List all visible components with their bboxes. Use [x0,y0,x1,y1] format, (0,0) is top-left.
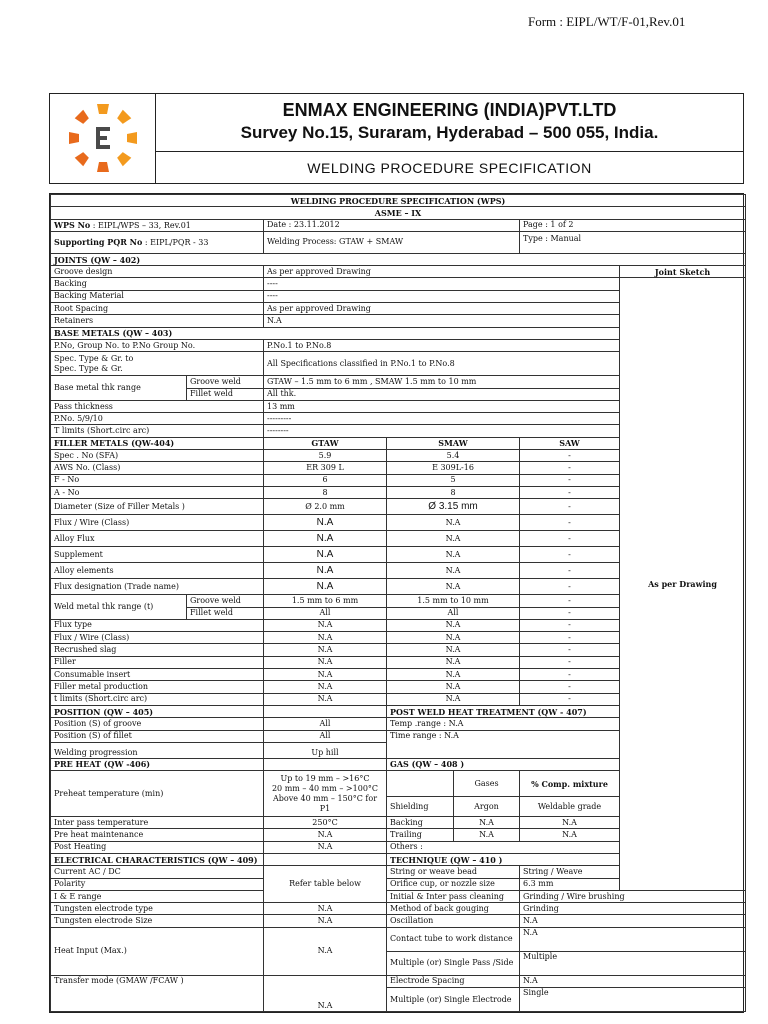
position-label: Position (S) of fillet [51,730,264,742]
preheat-value: N.A [264,829,387,841]
base-metal-label: P.No. 5/9/10 [51,413,264,425]
gas-gases: Argon [454,797,520,817]
preheat-heading: PRE HEAT (QW -406) [51,758,264,770]
groove-weld-value: GTAW – 1.5 mm to 6 mm , SMAW 1.5 mm to 10 mm [264,376,620,388]
filler-saw: - [520,515,620,531]
technique-heading: TECHNIQUE (QW – 410 ) [387,853,746,865]
filler-row-label: Filler [51,656,264,668]
wps-page: Page : 1 of 2 [520,219,746,231]
preheat-temp-value: Up to 19 mm – >16°C 20 mm – 40 mm – >100°C Above 40 mm – 150°C for P1 [264,771,387,817]
pwht-time-range: Time range : N.A [387,730,620,758]
filler-smaw: N.A [387,515,520,531]
filler-gtaw: Ø 2.0 mm [264,499,387,515]
filler-col-gtaw: GTAW [264,437,387,449]
preheat-heading-blank [264,758,387,770]
gas-col-mixture: % Comp. mixture [520,771,620,797]
filler-row-label: F - No [51,474,264,486]
filler-smaw: 8 [387,486,520,498]
wps-title: WELDING PROCEDURE SPECIFICATION (WPS) [51,195,746,207]
joint-row-label: Root Spacing [51,303,264,315]
preheat-temp-label: Preheat temperature (min) [51,771,264,817]
filler-saw: - [520,462,620,474]
filler-row-label: Flux type [51,619,264,631]
technique-label: String or weave bead [387,866,520,878]
supporting-pqr: Supporting PQR No : EIPL/PQR - 33 [51,231,264,253]
base-metal-thk-label: Base metal thk range [51,376,187,401]
filler-smaw: N.A [387,681,520,693]
gas-heading: GAS (QW – 408 ) [387,758,620,770]
gas-header-blank [387,771,454,797]
electrical-label: Tungsten electrode Size [51,915,264,927]
filler-gtaw: N.A [264,579,387,595]
filler-gtaw: 8 [264,486,387,498]
filler-smaw: N.A [387,669,520,681]
joint-row-label: Groove design [51,266,264,278]
filler-row-label: Spec . No (SFA) [51,450,264,462]
base-metal-value: 13 mm [264,400,620,412]
filler-smaw: N.A [387,619,520,631]
filler-row-label: Alloy elements [51,563,264,579]
filler-gtaw: N.A [264,619,387,631]
welding-process: Welding Process: GTAW + SMAW [264,231,520,253]
electrical-label: Current AC / DC [51,866,264,878]
filler-smaw: N.A [387,632,520,644]
transfer-mode-label: Transfer mode (GMAW /FCAW ) [51,975,264,1011]
filler-saw: - [520,632,620,644]
joint-row-value: N.A [264,315,620,327]
preheat-label: Inter pass temperature [51,817,264,829]
base-metal-label: Pass thickness [51,400,264,412]
technique-label: Orifice cup, or nozzle size [387,878,520,890]
document-title: WELDING PROCEDURE SPECIFICATION [307,159,592,176]
joint-row-label: Backing Material [51,290,264,302]
electrical-label: I & E range [51,890,264,902]
electrical-heading: ELECTRICAL CHARACTERISTICS (QW – 409) [51,853,264,865]
electrical-label: Tungsten electrode type [51,903,264,915]
filler-smaw: N.A [387,547,520,563]
filler-saw: - [520,619,620,631]
fillet-weld-value: All thk. [264,388,620,400]
filler-row-label: Supplement [51,547,264,563]
joints-heading: JOINTS (QW – 402) [51,253,746,265]
filler-saw: - [520,681,620,693]
filler-saw: - [520,669,620,681]
gas-gases: N.A [454,817,520,829]
gas-row-label: Backing [387,817,454,829]
preheat-value: N.A [264,841,387,853]
joint-row-label: Backing [51,278,264,290]
technique-value: N.A [520,915,746,927]
wps-date: Date : 23.11.2012 [264,219,520,231]
filler-row-label: Diameter (Size of Filler Metals ) [51,499,264,515]
position-value: Up hill [264,742,387,758]
filler-smaw: N.A [387,656,520,668]
joint-row-label: Retainers [51,315,264,327]
wps-type: Type : Manual [520,231,746,253]
filler-row-label: Recrushed slag [51,644,264,656]
filler-row-label: t limits (Short.circ arc) [51,693,264,705]
filler-smaw: Ø 3.15 mm [387,499,520,515]
electrical-value: N.A [264,903,387,915]
filler-row-label: Flux / Wire (Class) [51,515,264,531]
filler-gtaw: N.A [264,681,387,693]
filler-row-label: AWS No. (Class) [51,462,264,474]
preheat-label: Post Heating [51,841,264,853]
filler-saw: - [520,607,620,619]
heat-input-value: N.A [264,927,387,975]
electrical-label: Polarity [51,878,264,890]
technique-value: Multiple [520,951,746,975]
technique-label: Electrode Spacing [387,975,520,987]
weld-metal-thk-label: Weld metal thk range (t) [51,595,187,620]
filler-saw: - [520,563,620,579]
filler-row-label: Filler metal production [51,681,264,693]
filler-saw: - [520,450,620,462]
filler-gtaw: N.A [264,669,387,681]
filler-saw: - [520,579,620,595]
filler-gtaw: 6 [264,474,387,486]
filler-gtaw: N.A [264,632,387,644]
company-header [49,93,744,184]
filler-gtaw: N.A [264,656,387,668]
filler-gtaw: All [264,607,387,619]
filler-saw: - [520,656,620,668]
filler-saw: - [520,595,620,607]
filler-smaw: 1.5 mm to 10 mm [387,595,520,607]
base-metal-spec-label: Spec. Type & Gr. to Spec. Type & Gr. [51,352,264,376]
pwht-heading: POST WELD HEAT TREATMENT (QW - 407) [387,705,620,717]
electrical-value: N.A [264,915,387,927]
technique-value: Grinding [520,903,746,915]
base-metal-value: --------- [264,413,620,425]
filler-smaw: N.A [387,563,520,579]
position-heading: POSITION (QW – 405) [51,705,264,717]
base-metal-value: P.No.1 to P.No.8 [264,339,620,351]
filler-gtaw: 1.5 mm to 6 mm [264,595,387,607]
technique-value: String / Weave [520,866,746,878]
preheat-value: 250°C [264,817,387,829]
filler-saw: - [520,531,620,547]
filler-saw: - [520,644,620,656]
filler-col-saw: SAW [520,437,620,449]
filler-row-label: Consumable insert [51,669,264,681]
filler-saw: - [520,474,620,486]
joint-row-value: As per approved Drawing [264,266,620,278]
logo-icon [50,94,156,183]
filler-heading: FILLER METALS (QW-404) [51,437,264,449]
gas-others: Others : [387,841,746,853]
preheat-label: Pre heat maintenance [51,829,264,841]
filler-gtaw: N.A [264,693,387,705]
joint-sketch-label: Joint Sketch [620,266,746,278]
company-address: Survey No.15, Suraram, Hyderabad – 500 055, India. [240,123,659,142]
groove-weld-label: Groove weld [187,376,264,388]
filler-col-smaw: SMAW [387,437,520,449]
company-block [156,94,743,152]
company-logo [50,94,156,183]
base-metal-label: T limits (Short.circ arc) [51,425,264,437]
transfer-mode-value: N.A [264,975,387,1011]
filler-gtaw: 5.9 [264,450,387,462]
position-label: Welding progression [51,742,264,758]
filler-row-label: Alloy Flux [51,531,264,547]
filler-smaw: E 309L-16 [387,462,520,474]
gas-mixture: N.A [520,817,620,829]
fillet-weld-label: Fillet weld [187,607,264,619]
technique-value: N.A [520,975,746,987]
filler-row-label: Flux / Wire (Class) [51,632,264,644]
filler-saw: - [520,693,620,705]
company-name: ENMAX ENGINEERING (INDIA)PVT.LTD [282,100,617,120]
filler-saw: - [520,547,620,563]
form-reference: Form : EIPL/WT/F-01,Rev.01 [528,14,686,29]
filler-gtaw: ER 309 L [264,462,387,474]
technique-label: Method of back gouging [387,903,520,915]
wps-number: WPS No : EIPL/WPS – 33, Rev.01 [51,219,264,231]
technique-value: Single [520,988,746,1012]
wps-table [50,194,746,1012]
filler-row-label: Flux designation (Trade name) [51,579,264,595]
filler-smaw: 5.4 [387,450,520,462]
technique-value: Grinding / Wire brushing [520,890,746,902]
technique-value: 6.3 mm [520,878,746,890]
technique-label: Initial & Inter pass cleaning [387,890,520,902]
filler-gtaw: N.A [264,644,387,656]
technique-label: Multiple (or) Single Electrode [387,988,520,1012]
filler-saw: - [520,499,620,515]
joint-row-value: ---- [264,278,620,290]
joint-row-value: As per approved Drawing [264,303,620,315]
filler-gtaw: N.A [264,547,387,563]
filler-gtaw: N.A [264,515,387,531]
filler-smaw: 5 [387,474,520,486]
groove-weld-label: Groove weld [187,595,264,607]
heat-input-label: Heat Input (Max.) [51,927,264,975]
base-metal-label: P.No, Group No. to P.No Group No. [51,339,264,351]
base-metal-value: -------- [264,425,620,437]
position-value: All [264,730,387,742]
joint-row-value: ---- [264,290,620,302]
filler-gtaw: N.A [264,531,387,547]
base-metal-spec-value: All Specifications classified in P.No.1 to P.No.8 [264,352,620,376]
technique-label: Contact tube to work distance [387,927,520,951]
wps-code: ASME – IX [51,207,746,219]
position-value: All [264,718,387,730]
gas-row-label: Shielding [387,797,454,817]
filler-row-label: A - No [51,486,264,498]
technique-label: Multiple (or) Single Pass /Side [387,951,520,975]
base-metals-heading: BASE METALS (QW – 403) [51,327,620,339]
wps-form [49,193,744,1013]
filler-smaw: N.A [387,644,520,656]
position-label: Position (S) of groove [51,718,264,730]
joint-sketch: As per Drawing [620,278,746,890]
position-heading-blank [264,705,387,717]
filler-saw: - [520,486,620,498]
fillet-weld-label: Fillet weld [187,388,264,400]
filler-smaw: All [387,607,520,619]
gas-mixture: N.A [520,829,620,841]
filler-smaw: N.A [387,531,520,547]
gas-mixture: Weldable grade [520,797,620,817]
electrical-heading-blank [264,853,387,865]
filler-smaw: N.A [387,579,520,595]
gas-col-gases: Gases [454,771,520,797]
electrical-group-value: Refer table below [264,866,387,903]
filler-smaw: N.A [387,693,520,705]
gas-gases: N.A [454,829,520,841]
technique-value: N.A [520,927,746,951]
filler-gtaw: N.A [264,563,387,579]
pwht-temp-range: Temp .range : N.A [387,718,620,730]
gas-row-label: Trailing [387,829,454,841]
technique-label: Oscillation [387,915,520,927]
